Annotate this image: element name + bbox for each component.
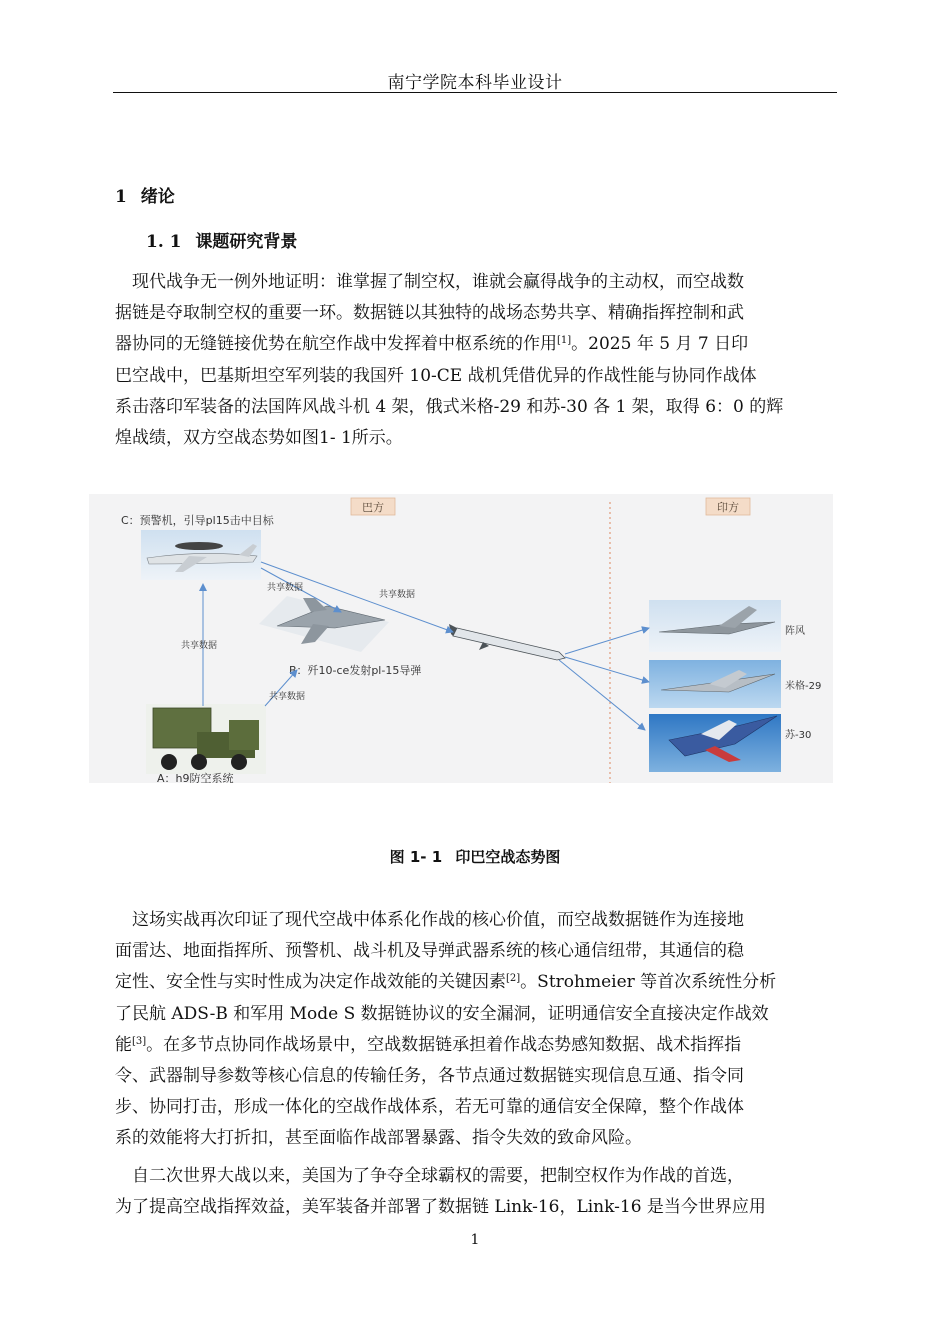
page-header: 南宁学院本科毕业设计 (387, 73, 563, 93)
text-line: 了民航 ADS-B 和军用 Mode S 数据链协议的安全漏洞，证明通信安全直接决定作战效 (115, 1003, 769, 1024)
share-label-1: 共享数据 (267, 583, 304, 593)
citation-ref[interactable]: [2] (506, 973, 521, 985)
paragraph-datalink (115, 905, 837, 1155)
page-number: 1 (470, 1232, 480, 1248)
rafale-fighter-image (649, 600, 781, 652)
text-line: 器协同的无缝链接优势在航空作战中发挥着中枢系统的作用[1]。2025 年 5 月 7 日印 (115, 334, 749, 355)
text-line: 步、协同打击，形成一体化的空战作战体系，若无可靠的通信安全保障，整个作战体 (115, 1097, 744, 1118)
label-aew: C：预警机，引导pl15击中目标 (121, 514, 274, 527)
label-rafale: 阵风 (785, 626, 805, 637)
text-line: 为了提高空战指挥效益，美军装备并部署了数据链 Link-16，Link-16 是当今世界应用 (115, 1197, 766, 1218)
label-su30: 苏-30 (785, 730, 812, 741)
section-number: 1 (115, 187, 127, 207)
aew-aircraft-image (141, 530, 261, 580)
share-label-2: 共享数据 (379, 590, 416, 600)
su30-fighter-image (649, 714, 781, 772)
section-title: 绪论 (140, 187, 175, 207)
text-line: 令、武器制导参数等核心信息的传输任务，各节点通过数据链实现信息互通、指令同 (115, 1065, 744, 1086)
text-line: 煌战绩，双方空战态势如图1- 1所示。 (115, 427, 403, 448)
subsection-number: 1. 1 (146, 232, 182, 252)
h9-air-defense-image (146, 704, 266, 774)
text-line: 自二次世界大战以来，美国为了争夺全球霸权的需要，把制空权作为作战的首选， (132, 1166, 744, 1186)
text-line: 系击落印军装备的法国阵风战斗机 4 架，俄式米格-29 和苏-30 各 1 架，取得 6：0 的辉 (115, 396, 784, 417)
j10ce-fighter-image (259, 596, 389, 652)
text-line: 能[3]。在多节点协同作战场景中，空战数据链承担着作战态势感知数据、战术指挥指 (115, 1034, 742, 1055)
share-label-3: 共享数据 (181, 641, 218, 651)
subsection-heading (146, 227, 297, 252)
text-line: 定性、安全性与实时性成为决定作战效能的关键因素[2]。Strohmeier 等首次系统性分析 (115, 972, 777, 993)
subsection-title: 课题研究背景 (195, 232, 298, 252)
text-line: 现代战争无一例外地证明：谁掌握了制空权，谁就会赢得战争的主动权，而空战数 (132, 272, 744, 292)
mig29-fighter-image (649, 660, 781, 708)
label-j10ce: B：歼10-ce发射pl-15导弹 (289, 664, 422, 677)
text-line: 据链是夺取制空权的重要一环。数据链以其独特的战场态势共享、精确指挥控制和武 (115, 303, 744, 324)
figure-caption (0, 846, 950, 867)
arrow-to-rafale (565, 628, 649, 654)
citation-ref[interactable]: [1] (557, 335, 572, 347)
side-label-pakistan: 巴方 (362, 501, 384, 514)
text-line: 巴空战中，巴基斯坦空军列装的我国歼 10-CE 战机凭借优异的作战性能与协同作战体 (115, 365, 757, 386)
text-line: 系的效能将大打折扣，甚至面临作战部署暴露、指令失效的致命风险。 (115, 1128, 642, 1149)
air-combat-situation-figure (89, 494, 833, 783)
arrow-to-su30 (559, 660, 645, 730)
arrow-to-mig29 (565, 657, 649, 682)
citation-ref[interactable]: [3] (132, 1035, 147, 1047)
text-line: 面雷达、地面指挥所、预警机、战斗机及导弹武器系统的核心通信纽带，其通信的稳 (115, 941, 744, 962)
paragraph-background (115, 267, 837, 454)
label-mig29: 米格-29 (785, 681, 822, 692)
label-h9: A：h9防空系统 (157, 772, 234, 783)
figure-diagram (89, 494, 833, 783)
header-rule (113, 92, 837, 93)
text-line: 这场实战再次印证了现代空战中体系化作战的核心价值，而空战数据链作为连接地 (132, 910, 744, 930)
paragraph-link16 (115, 1161, 837, 1223)
caption-title: 印巴空战态势图 (455, 848, 561, 866)
side-label-india: 印方 (717, 501, 739, 514)
section-heading (115, 182, 175, 207)
pl15-missile-image (449, 624, 565, 660)
caption-label: 图 1- 1 (389, 848, 443, 866)
share-label-4: 共享数据 (269, 692, 306, 702)
